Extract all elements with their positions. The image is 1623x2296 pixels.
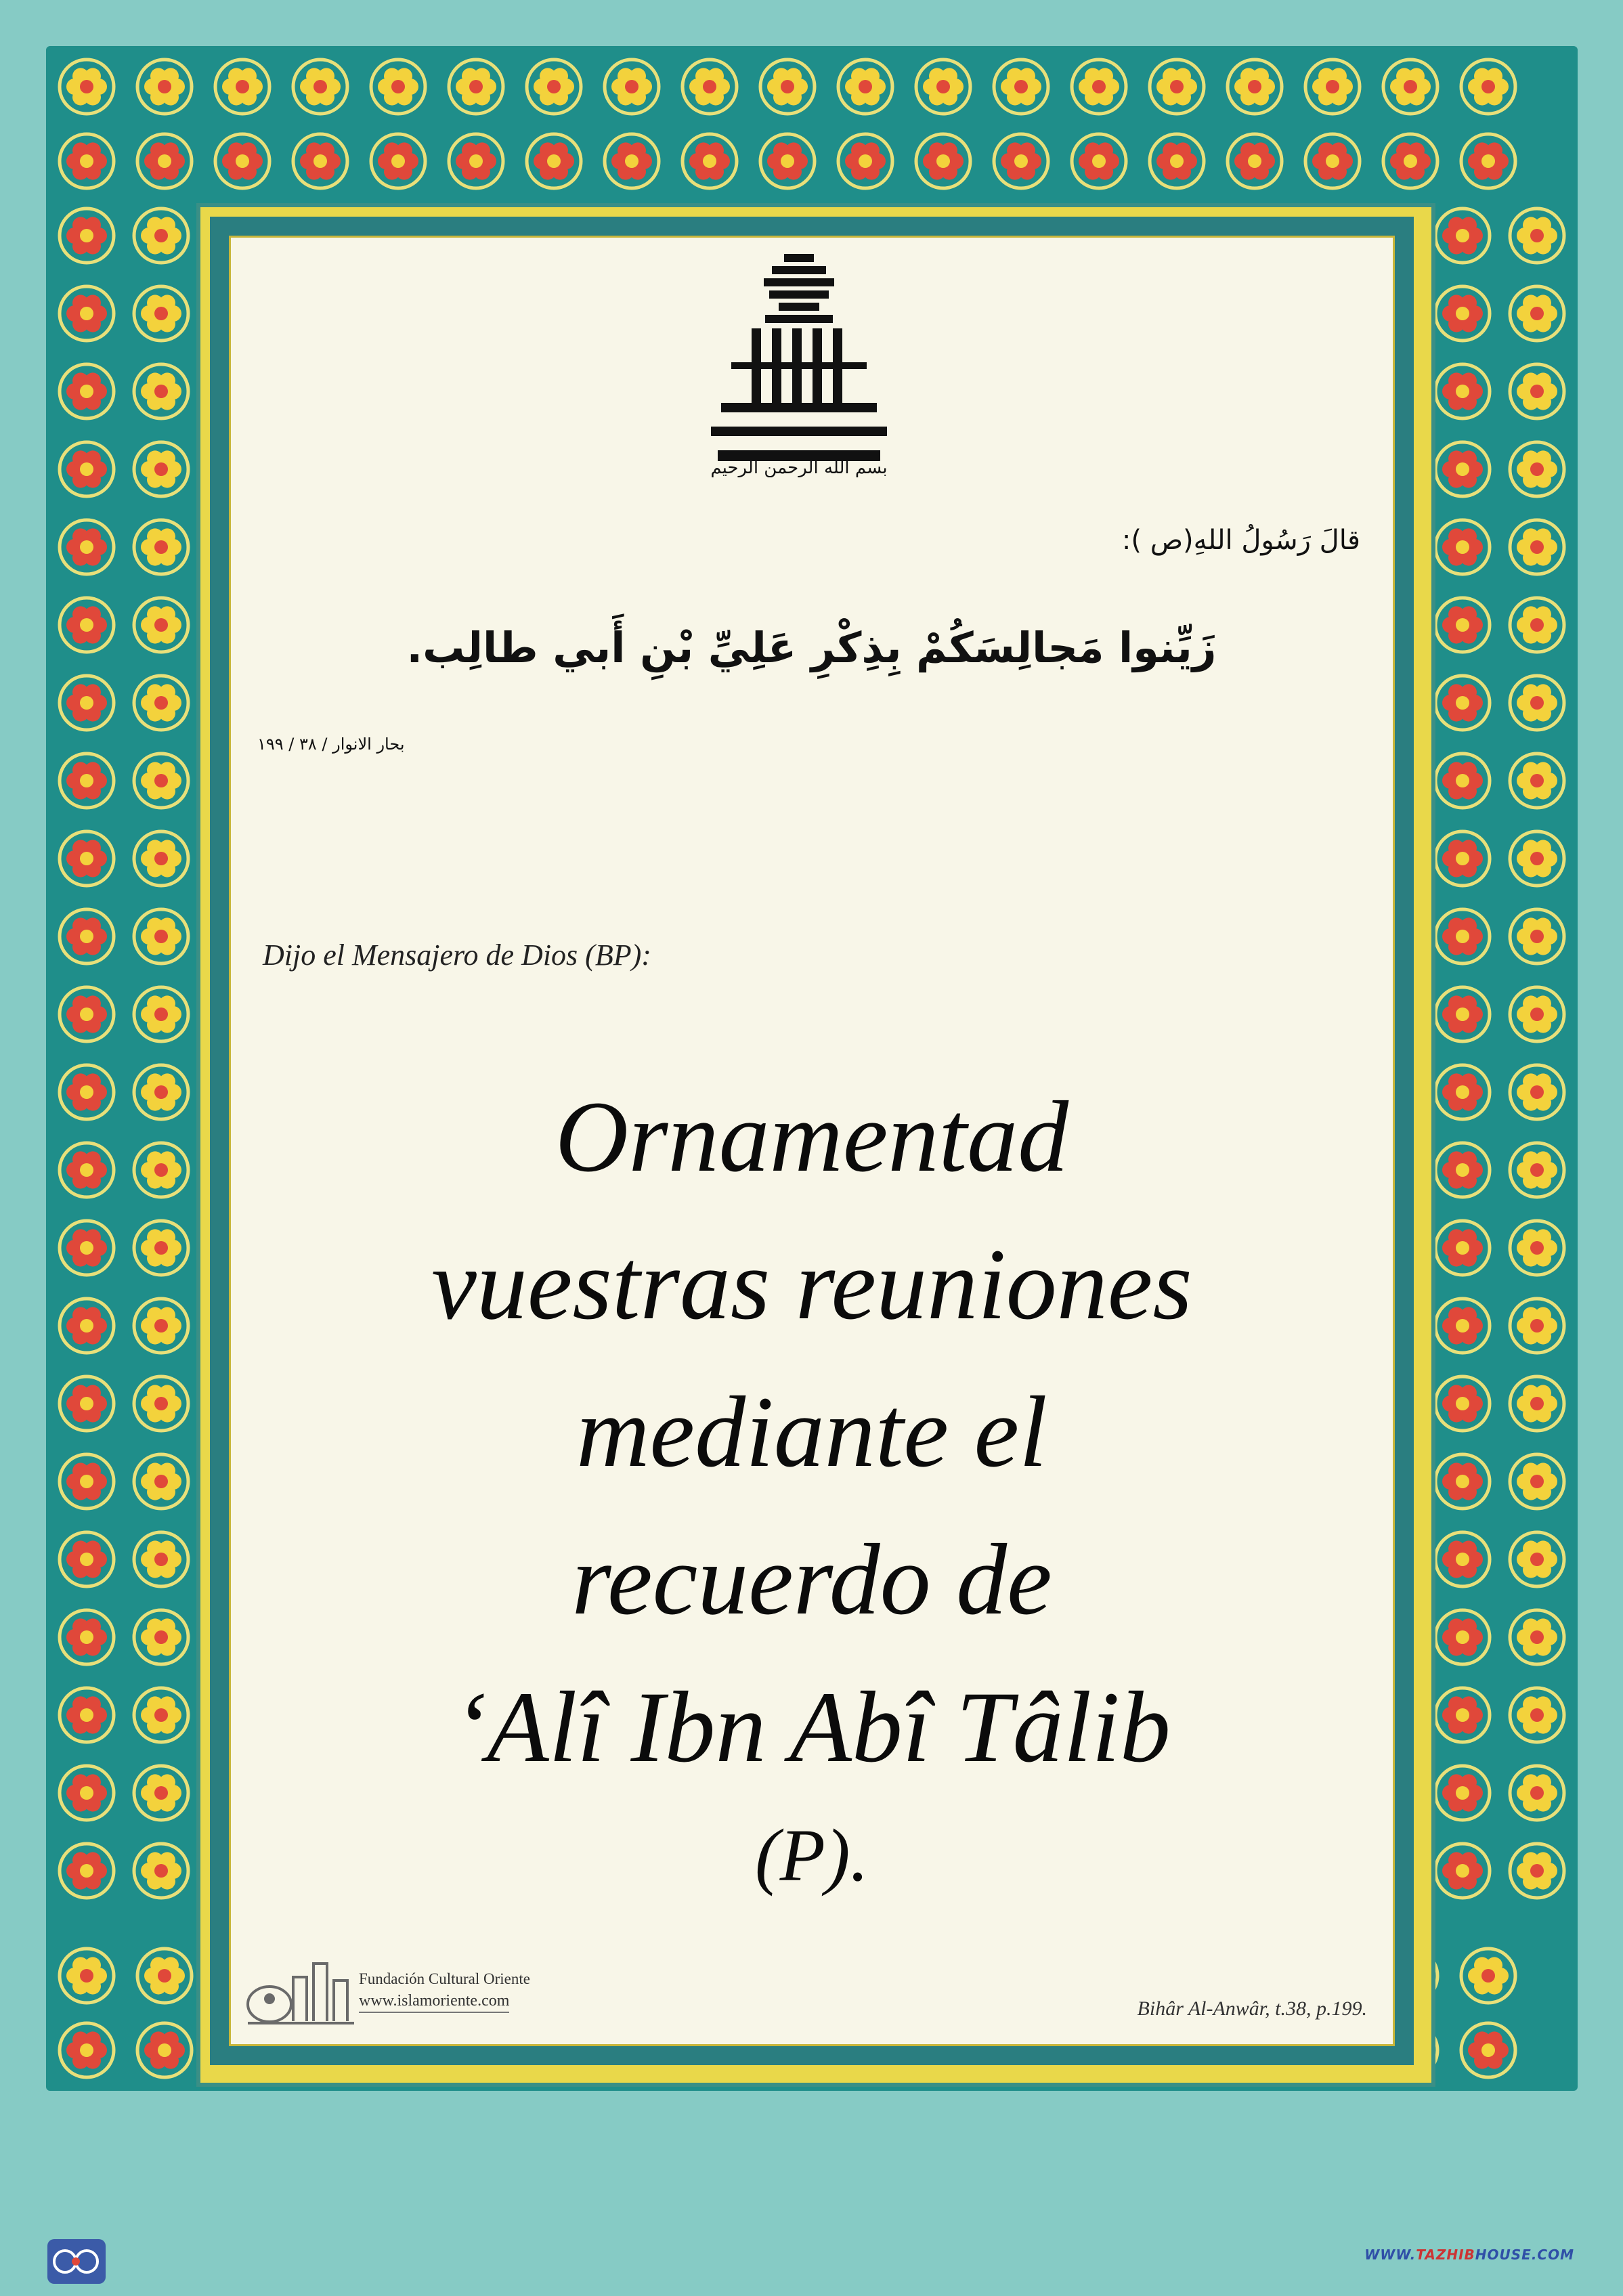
border-flower bbox=[1390, 68, 1431, 105]
border-flower bbox=[66, 762, 107, 799]
border-flower bbox=[1517, 295, 1557, 332]
border-flower bbox=[1442, 1307, 1483, 1344]
border-flower bbox=[1517, 1463, 1557, 1500]
foundation-url[interactable]: www.islamoriente.com bbox=[359, 1992, 509, 2013]
border-flower bbox=[1442, 684, 1483, 721]
border-flower bbox=[1517, 1696, 1557, 1733]
border-flower bbox=[1442, 450, 1483, 488]
border-flower bbox=[1517, 684, 1557, 721]
border-flower bbox=[66, 1696, 107, 1733]
hadith-line: vuestras reuniones bbox=[431, 1228, 1192, 1341]
border-flower bbox=[1442, 1774, 1483, 1811]
border-flower bbox=[66, 528, 107, 565]
border-flower bbox=[1156, 142, 1197, 179]
border-flower bbox=[845, 142, 886, 179]
foundation-name: Fundación Cultural Oriente bbox=[359, 1970, 530, 1987]
border-flower bbox=[1442, 917, 1483, 955]
border-flower bbox=[141, 1229, 181, 1266]
border-flower bbox=[141, 1774, 181, 1811]
foundation-logo-icon bbox=[242, 1950, 358, 2028]
border-flower bbox=[66, 450, 107, 488]
border-flower bbox=[66, 2031, 107, 2068]
border-flower bbox=[222, 142, 263, 179]
border-flower bbox=[141, 1618, 181, 1655]
border-flower bbox=[378, 68, 418, 105]
tazhib-house-logo-icon bbox=[46, 2238, 107, 2285]
border-flower bbox=[1442, 372, 1483, 410]
border-flower bbox=[141, 1385, 181, 1422]
border-flower bbox=[141, 995, 181, 1033]
border-flower bbox=[1517, 995, 1557, 1033]
border-flower bbox=[1517, 1618, 1557, 1655]
border-flower bbox=[141, 372, 181, 410]
border-flower bbox=[141, 450, 181, 488]
border-flower bbox=[923, 142, 964, 179]
border-flower bbox=[1001, 68, 1041, 105]
border-flower bbox=[378, 142, 418, 179]
border-flower bbox=[1234, 68, 1275, 105]
border-flower bbox=[66, 1618, 107, 1655]
border-flower bbox=[300, 68, 341, 105]
border-flower bbox=[1517, 917, 1557, 955]
border-flower bbox=[456, 68, 496, 105]
border-flower bbox=[611, 68, 652, 105]
border-flower bbox=[611, 142, 652, 179]
spanish-hadith bbox=[229, 1063, 1395, 1909]
border-flower bbox=[1442, 1852, 1483, 1889]
border-flower bbox=[141, 295, 181, 332]
border-flower bbox=[141, 1696, 181, 1733]
border-flower bbox=[66, 1463, 107, 1500]
foundation-block bbox=[237, 1950, 555, 2028]
border-flower bbox=[1312, 142, 1353, 179]
border-flower bbox=[1442, 1618, 1483, 1655]
arabic-reference: بحار الانوار / ٣٨ / ١٩٩ bbox=[257, 735, 405, 754]
border-flower bbox=[1390, 142, 1431, 179]
border-flower bbox=[66, 1229, 107, 1266]
border-flower bbox=[1517, 1540, 1557, 1578]
border-flower bbox=[66, 1073, 107, 1110]
basmala-kufic-emblem bbox=[704, 247, 894, 477]
hadith-line: mediante el bbox=[576, 1376, 1047, 1488]
border-flower bbox=[1079, 68, 1119, 105]
border-flower bbox=[767, 142, 808, 179]
border-flower bbox=[1442, 1385, 1483, 1422]
border-flower bbox=[66, 684, 107, 721]
border-flower bbox=[845, 68, 886, 105]
border-flower bbox=[1442, 1073, 1483, 1110]
border-flower bbox=[66, 142, 107, 179]
border-flower bbox=[1517, 450, 1557, 488]
border-flower bbox=[1517, 1852, 1557, 1889]
border-flower bbox=[66, 68, 107, 105]
border-flower bbox=[689, 68, 730, 105]
border-flower bbox=[1442, 1229, 1483, 1266]
arabic-intro: قالَ رَسُولُ اللهِ(ص ): bbox=[1121, 525, 1360, 556]
border-flower bbox=[66, 1852, 107, 1889]
border-flower bbox=[1442, 762, 1483, 799]
border-flower bbox=[66, 372, 107, 410]
border-flower bbox=[1517, 762, 1557, 799]
border-flower bbox=[1442, 1696, 1483, 1733]
border-flower bbox=[141, 217, 181, 254]
border-flower bbox=[1442, 840, 1483, 877]
border-flower bbox=[1079, 142, 1119, 179]
border-flower bbox=[1442, 995, 1483, 1033]
border-flower bbox=[66, 840, 107, 877]
border-flower bbox=[66, 1774, 107, 1811]
border-flower bbox=[1517, 1774, 1557, 1811]
border-flower bbox=[222, 68, 263, 105]
border-flower bbox=[144, 1957, 185, 1994]
border-flower bbox=[1517, 1307, 1557, 1344]
border-flower bbox=[923, 68, 964, 105]
border-flower bbox=[689, 142, 730, 179]
border-flower bbox=[141, 1073, 181, 1110]
border-flower bbox=[1517, 1151, 1557, 1188]
border-flower bbox=[144, 142, 185, 179]
border-flower bbox=[1468, 1957, 1509, 1994]
hadith-line: Ornamentad bbox=[555, 1081, 1069, 1193]
spanish-intro: Dijo el Mensajero de Dios (BP): bbox=[263, 938, 651, 972]
hadith-line: recuerdo de bbox=[571, 1523, 1052, 1636]
border-flower bbox=[66, 995, 107, 1033]
border-flower bbox=[141, 1540, 181, 1578]
border-flower bbox=[1442, 528, 1483, 565]
border-flower bbox=[66, 1385, 107, 1422]
border-flower bbox=[66, 1151, 107, 1188]
border-flower bbox=[144, 68, 185, 105]
border-flower bbox=[1468, 2031, 1509, 2068]
url-suffix: HOUSE.COM bbox=[1475, 2247, 1574, 2263]
border-flower bbox=[66, 217, 107, 254]
border-flower bbox=[141, 1463, 181, 1500]
border-flower bbox=[1312, 68, 1353, 105]
border-flower bbox=[66, 1307, 107, 1344]
border-flower bbox=[66, 1957, 107, 1994]
border-flower bbox=[141, 1151, 181, 1188]
border-flower bbox=[141, 684, 181, 721]
border-flower bbox=[66, 1540, 107, 1578]
border-flower bbox=[66, 295, 107, 332]
border-flower bbox=[300, 142, 341, 179]
tazhib-house-url[interactable] bbox=[1364, 2247, 1574, 2263]
border-flower bbox=[1517, 840, 1557, 877]
border-flower bbox=[1001, 142, 1041, 179]
border-flower bbox=[1442, 217, 1483, 254]
border-flower bbox=[456, 142, 496, 179]
border-flower bbox=[1517, 1229, 1557, 1266]
border-flower bbox=[1517, 1073, 1557, 1110]
border-flower bbox=[141, 917, 181, 955]
border-flower bbox=[534, 142, 574, 179]
border-flower bbox=[1517, 1385, 1557, 1422]
border-flower bbox=[1442, 295, 1483, 332]
hadith-line: (P). bbox=[755, 1814, 869, 1897]
border-flower bbox=[1156, 68, 1197, 105]
arabic-hadith: زَيِّنوا مَجالِسَكُمْ بِذِكْرِ عَلِيِّ بْنِ أَبي طالِب. bbox=[406, 623, 1217, 672]
border-flower bbox=[767, 68, 808, 105]
border-flower bbox=[1442, 1540, 1483, 1578]
border-flower bbox=[1468, 68, 1509, 105]
border-flower bbox=[534, 68, 574, 105]
border-flower bbox=[66, 917, 107, 955]
border-flower bbox=[1234, 142, 1275, 179]
spanish-reference: Bihâr Al-Anwâr, t.38, p.199. bbox=[1137, 1997, 1367, 2020]
border-flower bbox=[141, 528, 181, 565]
border-flower bbox=[1517, 528, 1557, 565]
border-flower bbox=[1517, 217, 1557, 254]
border-flower bbox=[1468, 142, 1509, 179]
border-flower bbox=[1442, 1151, 1483, 1188]
border-flower bbox=[141, 762, 181, 799]
url-prefix: WWW. bbox=[1364, 2247, 1416, 2263]
border-flower bbox=[141, 840, 181, 877]
border-flower bbox=[141, 1852, 181, 1889]
border-flower bbox=[1517, 372, 1557, 410]
border-flower bbox=[141, 1307, 181, 1344]
border-flower bbox=[144, 2031, 185, 2068]
hadith-line: ‘Alî Ibn Abî Tâlib bbox=[453, 1671, 1171, 1783]
url-highlight: TAZHIB bbox=[1416, 2247, 1475, 2263]
border-flower bbox=[1442, 1463, 1483, 1500]
basmala-text: بسم الله الرحمن الرحيم bbox=[710, 458, 888, 477]
